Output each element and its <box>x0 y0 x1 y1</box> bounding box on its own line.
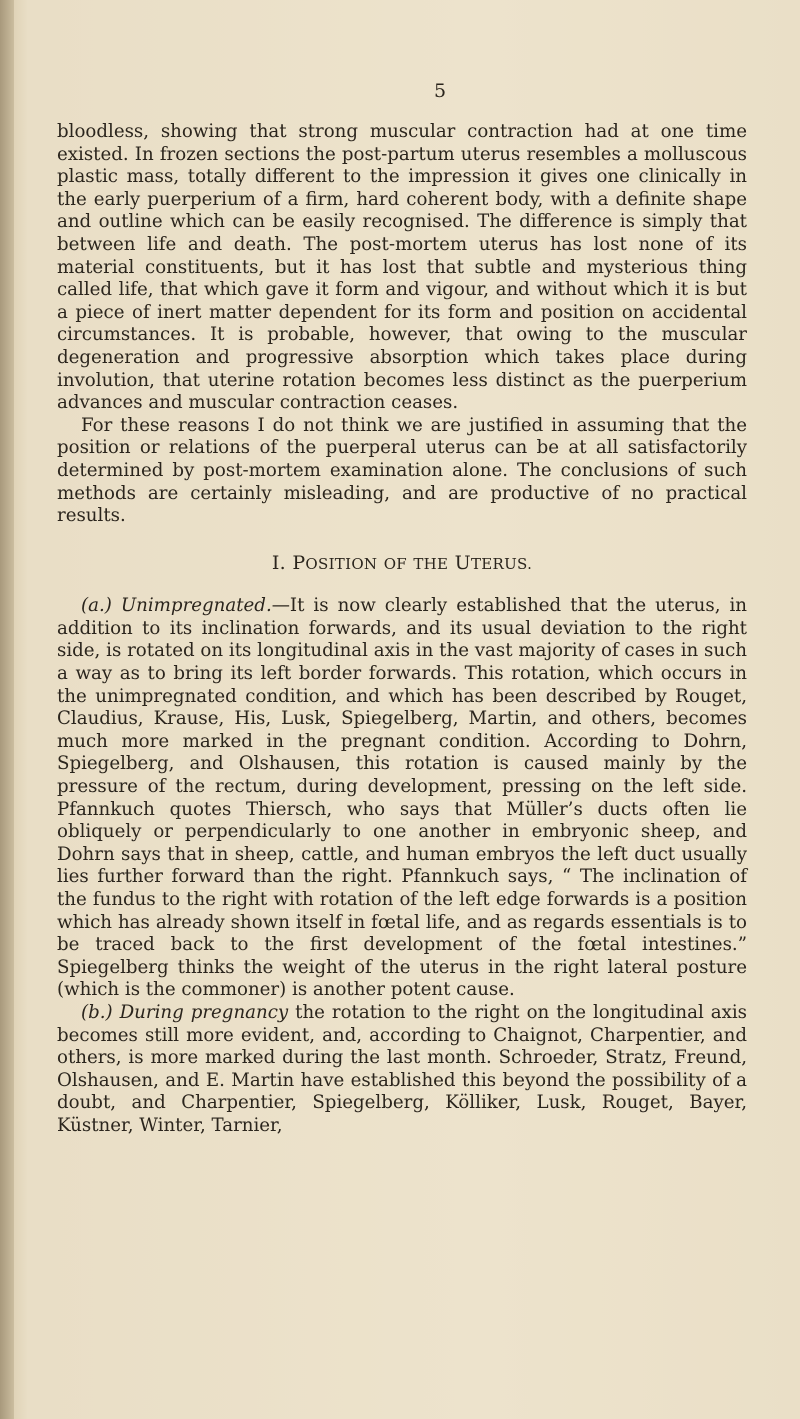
subsection-a <box>57 595 747 1002</box>
subsection-b-text: the rotation to the right on the longitudinal axis becomes still more evident, and, according to Chaignot, Charpentier, and others, is more marked during the last month. Schroeder, Stratz, Freund, Olshausen, and E. Martin have established this beyond the possibility of a doubt, and Charpentier, Spiegelberg, Kölliker, Lusk, Rouget, Bayer, Küstner, Winter, Tarnier, <box>57 1001 747 1136</box>
subsection-a-text: —It is now clearly established that the uterus, in addition to its inclination forwards, and its usual deviation to the right side, is rotated on its longitudinal axis in the vast majority of cases in such a way as to bring its left border forwards. This rotation, which occurs in the unimpregnated condition, and which has been described by Rouget, Claudius, Krause, His, Lusk, Spiegelberg, Martin, and others, becomes much more marked in the pregnant condition. According to Dohrn, Spiegelberg, and Olshausen, this rotation is caused mainly by the pressure of the rectum, during development, pressing on the left side. Pfannkuch quotes Thiersch, who says that Müller’s ducts often lie obliquely or perpendicularly to one another in embryonic sheep, and Dohrn says that in sheep, cattle, and human embryos the left duct usually lies further forward than the right. Pfannkuch says, “ The inclination of the fundus to the right with rotation of the left edge forwards is a position which has already shown itself in fœtal life, and as regards essentials is to be traced back to the first development of the fœtal intestines.” Spiegelberg thinks the weight of the uterus in the right lateral posture (which is the commoner) is another potent cause. <box>57 595 748 1001</box>
page-gutter <box>0 0 14 1419</box>
heading-cap-u: U <box>454 551 471 574</box>
heading-cap-p: P <box>292 551 306 574</box>
subsection-a-label: (a.) Unimpregnated. <box>81 595 272 617</box>
heading-word2-rest: TERUS. <box>470 554 533 573</box>
body-text <box>57 121 747 1138</box>
heading-numeral: I. <box>271 551 286 574</box>
paragraph-2: For these reasons I do not think we are justified in assuming that the position or relations of the puerperal uterus can be at all satisfactorily determined by post-mortem examination alone. The conclusions of such methods are certainly misleading, and are productive of no practical results. <box>57 414 747 527</box>
subsection-b <box>57 1002 747 1138</box>
heading-of: OF <box>383 554 408 573</box>
paragraph-1: bloodless, showing that strong muscular contraction had at one time existed. In frozen sections the post-partum uterus resembles a molluscous plastic mass, totally different to the impression it gives one clinically in the early puerperium of a firm, hard coherent body, with a definite shape and outline which can be easily recognised. The difference is simply that between life and death. The post-mortem uterus has lost none of its material constituents, but it has lost that subtle and mysterious thing called life, that which gave it form and vigour, and without which it is but a piece of inert matter dependent for its form and position on accidental circumstances. It is probable, however, that owing to the muscular degeneration and progressive absorption which takes place during involution, that uterine rotation becomes less distinct as the puerperium advances and muscular contraction ceases. <box>57 121 747 414</box>
page-number: 5 <box>433 80 447 102</box>
heading-word1-rest: OSITION <box>305 554 378 573</box>
subsection-b-label: (b.) During pregnancy <box>81 1001 289 1023</box>
heading-the: THE <box>413 554 449 573</box>
section-heading <box>57 552 747 576</box>
